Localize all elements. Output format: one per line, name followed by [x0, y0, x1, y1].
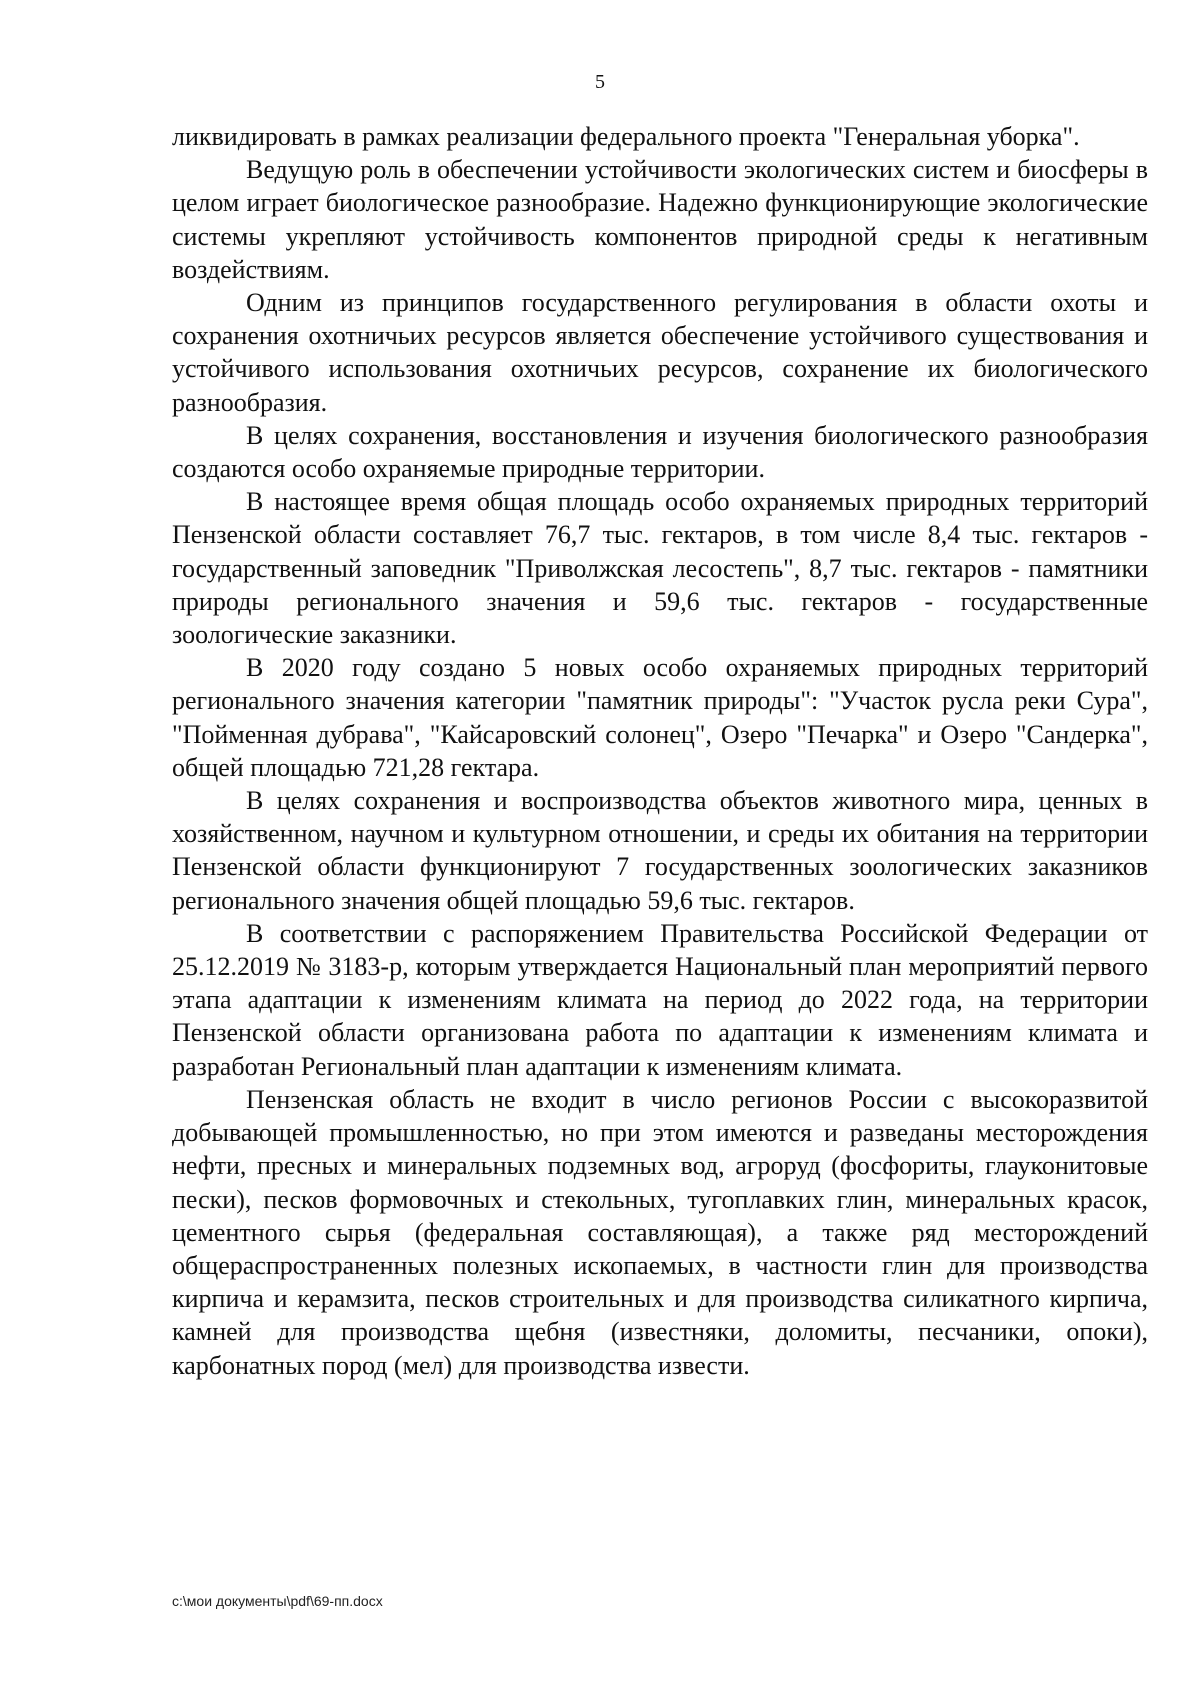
paragraph-hunting-regulation: Одним из принципов государственного регулирования в области охоты и сохранения охотничьих ресурсов является обеспечение устойчивого существования и устойчивого использования охотничьих ресурсов, сохранение их биологического разнообразия.: [172, 288, 1148, 417]
paragraph-continuation: ликвидировать в рамках реализации федерального проекта "Генеральная уборка".: [172, 122, 1080, 151]
paragraph-total-area: В настоящее время общая площадь особо охраняемых природных территорий Пензенской области составляет 76,7 тыс. гектаров, в том числе 8,4 тыс. гектаров - государственный заповедник "Приволжская лесостепь", 8,7 тыс. гектаров - памятники природы регионального значения и 59,6 тыс. гектаров - государственные зоологические заказники.: [172, 487, 1148, 650]
paragraph-protected-territories: В целях сохранения, восстановления и изучения биологического разнообразия создаются особо охраняемые природные территории.: [172, 420, 1148, 484]
paragraph-new-territories-2020: В 2020 году создано 5 новых особо охраняемых природных территорий регионального значения категории "памятник природы": "Участок русла реки Сура", "Пойменная дубрава", "Кайсаровский солонец", Озеро "Печарка" и Озеро "Сандерка", общей площадью 721,28 гектара.: [172, 653, 1148, 782]
document-body: [172, 120, 1148, 1382]
paragraph-mineral-deposits: Пензенская область не входит в число регионов России с высокоразвитой добывающей промышленностью, но при этом имеются и разведаны месторождения нефти, пресных и минеральных подземных вод, агроруд (фосфориты, глауконитовые пески), песков формовочных и стекольных, тугоплавких глин, минеральных красок, цементного сырья (федеральная составляющая), а также ряд месторождений общераспространенных полезных ископаемых, в частности глин для производства кирпича и керамзита, песков строительных и для производства силикатного кирпича, камней для производства щебня (известняки, доломиты, песчаники, опоки), карбонатных пород (мел) для производства извести.: [172, 1084, 1148, 1380]
footer-file-path: c:\мои документы\pdf\69-пп.docx: [172, 1593, 383, 1609]
paragraph-climate-adaptation: В соответствии с распоряжением Правительства Российской Федерации от 25.12.2019 № 3183-р, которым утверждается Национальный план мероприятий первого этапа адаптации к изменениям климата на период до 2022 года, на территории Пензенской области организована работа по адаптации к изменениям климата и разработан Региональный план адаптации к изменениям климата.: [172, 918, 1148, 1081]
paragraph-zoological-reserves: В целях сохранения и воспроизводства объектов животного мира, ценных в хозяйственном, научном и культурном отношении, и среды их обитания на территории Пензенской области функционируют 7 государственных зоологических заказников регионального значения общей площадью 59,6 тыс. гектаров.: [172, 786, 1148, 915]
paragraph-biodiversity: Ведущую роль в обеспечении устойчивости экологических систем и биосферы в целом играет биологическое разнообразие. Надежно функционирующие экологические системы укрепляют устойчивость компонентов природной среды к негативным воздействиям.: [172, 155, 1148, 284]
page-number: 5: [595, 71, 605, 93]
